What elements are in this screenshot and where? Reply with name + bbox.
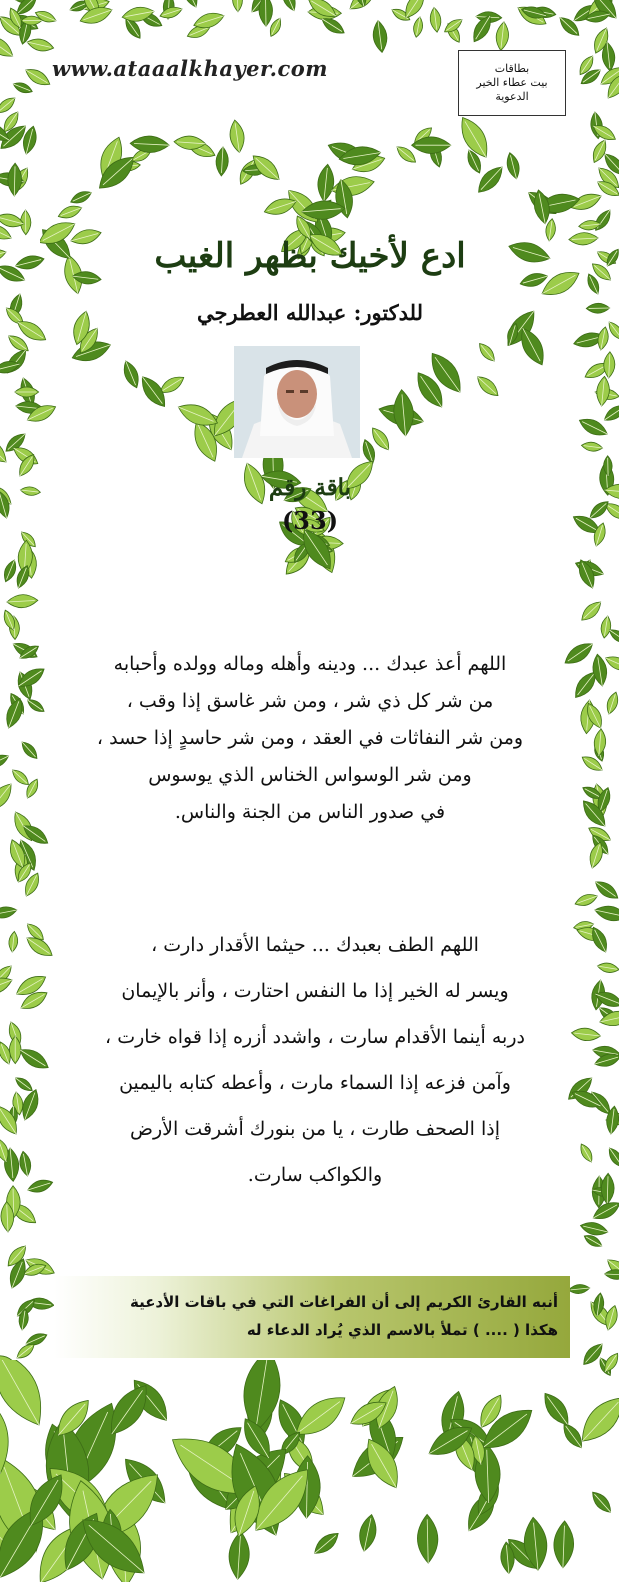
prayer-line: دربه أينما الأقدام سارت ، واشدد أزره إذا قواه خارت ، <box>105 1026 525 1048</box>
batch-label: باقة رقم <box>268 474 352 501</box>
prayer-line: ويسر له الخير إذا ما النفس احتارت ، وأنر بالإيمان <box>121 980 509 1002</box>
prayer-line: اللهم الطف بعبدك ... حيثما الأقدار دارت ، <box>151 934 479 956</box>
first-prayer <box>60 646 560 831</box>
prayer-line: في صدور الناس من الجنة والناس. <box>174 801 446 823</box>
notice-line: هكذا ( .... ) تملأ بالاسم الذي يُراد الدعاء له <box>246 1321 558 1339</box>
prayer-line: اللهم أعذ عبدك ... ودينه وأهله وماله وولده وأحبابه <box>113 653 507 675</box>
second-prayer <box>60 922 570 1198</box>
prayer-line: وآمن فزعه إذا السماء مارت ، وأعطه كتابه باليمين <box>119 1072 511 1094</box>
stamp-line: بطاقات <box>494 62 530 75</box>
publisher-stamp <box>458 50 566 116</box>
stamp-line: بيت عطاء الخير <box>476 76 548 89</box>
prayer-line: إذا الصحف طارت ، يا من بنورك أشرقت الأرض <box>130 1118 500 1140</box>
prayer-line: ومن شر الوسواس الخناس الذي يوسوس <box>148 764 472 786</box>
prayer-line: والكواكب سارت. <box>247 1164 383 1186</box>
website-url[interactable]: www.ataaalkhayer.com <box>52 56 328 81</box>
prayer-line: ومن شر النفاثات في العقد ، ومن شر حاسدٍ إذا حسد ، <box>96 727 524 749</box>
stamp-line: الدعوية <box>495 90 529 103</box>
prayer-line: من شر كل ذي شر ، ومن شر غاسق إذا وقب ، <box>126 690 494 712</box>
batch-number: (33) <box>281 506 339 535</box>
card-title: ادع لأخيك بظهر الغيب <box>154 236 466 276</box>
notice-line: أنبه القارئ الكريم إلى أن الفراغات التي في باقات الأدعية <box>129 1293 558 1311</box>
author-name: للدكتور: عبدالله العطرجي <box>196 300 424 325</box>
plant-leaves-decoration <box>0 1360 619 1582</box>
reader-notice-banner <box>54 1276 570 1358</box>
author-photo <box>234 346 360 458</box>
